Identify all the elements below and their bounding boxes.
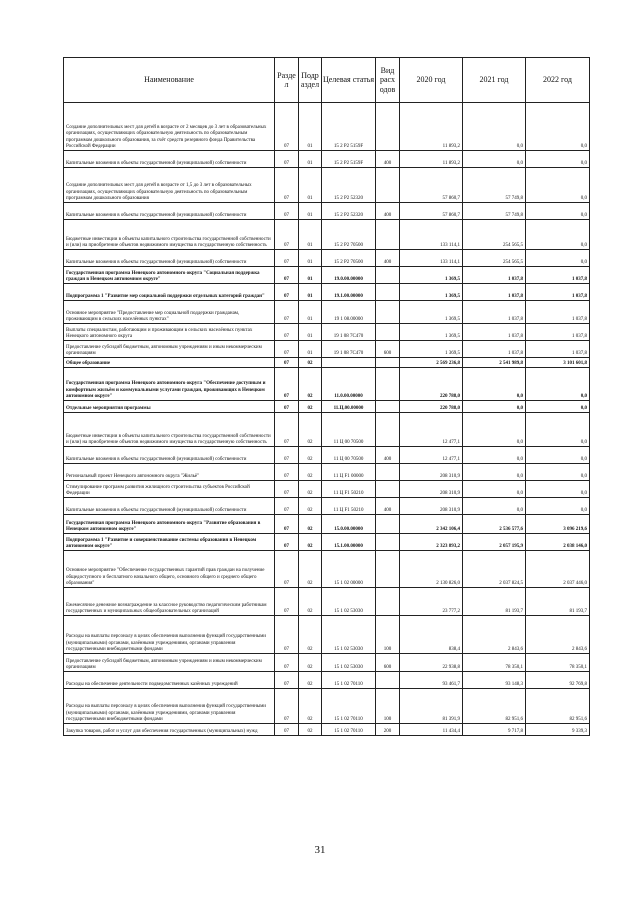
header-section: Разде л [275,58,299,103]
cell-vr [376,588,400,616]
cell-y2020: 57 860,7 [400,168,463,203]
cell-cs: 19 1 08 7С470 [322,341,376,358]
cell-y2021: 78 350,1 [463,654,526,672]
cell-name: Отдельные мероприятия программы [64,401,275,413]
cell-vr [376,368,400,401]
cell-rz: 07 [275,515,299,534]
cell-pr: 02 [299,498,322,515]
cell-vr [376,168,400,203]
cell-cs: 19.1.00.00000 [322,284,376,301]
cell-y2022: 82 951,6 [526,689,590,724]
cell-vr [376,284,400,301]
cell-name: Основное мероприятие "Предоставление мер социальной поддержки гражданам, проживающим в сельских населённых пунктах" [64,301,275,324]
cell-pr: 02 [299,447,322,464]
cell-cs: 15.0.00.00000 [322,515,376,534]
cell-y2020: 1 369,5 [400,301,463,324]
cell-pr: 02 [299,689,322,724]
cell-vr [376,401,400,413]
cell-name: Расходы на выплаты персоналу в целях обеспечения выполнения функций государственными (муниципальными) органами, казёнными учреждениями, органами управления государственными внебюджетными фондами [64,616,275,654]
cell-pr: 01 [299,103,322,151]
cell-pr: 02 [299,413,322,447]
cell-y2022: 78 350,1 [526,654,590,672]
table-row [64,654,590,672]
cell-vr: 400 [376,498,400,515]
cell-rz: 07 [275,284,299,301]
cell-rz: 07 [275,447,299,464]
cell-rz: 07 [275,481,299,498]
cell-y2021: 0,0 [463,481,526,498]
cell-rz: 07 [275,724,299,736]
cell-rz: 07 [275,534,299,551]
cell-y2020: 220 788,0 [400,401,463,413]
cell-y2020: 208 310,9 [400,464,463,481]
cell-cs: 11 Ц F1 00000 [322,464,376,481]
cell-vr [376,413,400,447]
cell-y2021: 93 148,3 [463,672,526,689]
cell-y2021: 1 037,8 [463,267,526,284]
cell-name: Ежемесячное денежное вознаграждение за классное руководство педагогическим работникам государственных и муниципальных общеобразовательных организаций [64,588,275,616]
cell-pr: 01 [299,267,322,284]
cell-rz: 07 [275,654,299,672]
cell-cs: 15 2 Р2 5159F [322,103,376,151]
cell-cs: 15 2 Р2 5159F [322,151,376,168]
cell-rz: 07 [275,301,299,324]
cell-cs: 11 Ц F1 50210 [322,481,376,498]
cell-rz: 07 [275,203,299,220]
cell-y2021: 1 037,8 [463,341,526,358]
cell-y2020: 81 391,9 [400,689,463,724]
cell-cs: 15 1 02 53030 [322,588,376,616]
table-row [64,534,590,551]
cell-vr [376,103,400,151]
cell-pr: 02 [299,724,322,736]
cell-vr: 400 [376,250,400,267]
cell-y2022: 0,0 [526,401,590,413]
header-2020: 2020 год [400,58,463,103]
cell-pr: 01 [299,284,322,301]
cell-vr [376,464,400,481]
cell-y2021: 2 057 195,9 [463,534,526,551]
cell-y2021: 0,0 [463,368,526,401]
cell-name: Бюджетные инвестиции в объекты капитального строительства государственной собственности и (или) на приобретение объектов недвижимого имущества в государственную собственность [64,220,275,250]
cell-cs: 11.Ц.00.00000 [322,401,376,413]
cell-rz: 07 [275,103,299,151]
table-row [64,447,590,464]
cell-name: Стимулирование программ развития жилищного строительства субъектов Российской Федерации [64,481,275,498]
cell-y2020: 57 860,7 [400,203,463,220]
cell-cs: 15 2 Р2 52320 [322,168,376,203]
cell-pr: 02 [299,588,322,616]
cell-pr: 02 [299,534,322,551]
cell-y2021: 1 037,8 [463,301,526,324]
cell-cs: 11 Ц F1 50210 [322,498,376,515]
cell-cs: 15 1 02 70110 [322,689,376,724]
cell-pr: 02 [299,358,322,368]
cell-rz: 07 [275,551,299,588]
cell-rz: 07 [275,250,299,267]
table-row [64,481,590,498]
cell-vr [376,324,400,341]
cell-rz: 07 [275,401,299,413]
cell-vr [376,534,400,551]
cell-y2021: 0,0 [463,401,526,413]
header-target-article: Целевая статья [322,58,376,103]
cell-name: Предоставление субсидий бюджетным, автономным учреждениям и иным некоммерческим организациям [64,341,275,358]
cell-y2020: 1 369,5 [400,267,463,284]
table-row [64,267,590,284]
cell-pr: 01 [299,151,322,168]
cell-cs: 15 1 02 70110 [322,672,376,689]
cell-cs: 15 2 Р2 70500 [322,220,376,250]
cell-name: Подпрограмма 1 "Развитие и совершенствование системы образования в Ненецком автономном округе" [64,534,275,551]
cell-name: Предоставление субсидий бюджетным, автономным учреждениям и иным некоммерческим организациям [64,654,275,672]
cell-name: Государственная программа Ненецкого автономного округа "Социальная поддержка граждан в Ненецком автономном округе" [64,267,275,284]
cell-name: Бюджетные инвестиции в объекты капитального строительства государственной собственности и (или) на приобретение объектов недвижимого имущества в государственную собственность [64,413,275,447]
cell-name: Государственная программа Ненецкого автономного округа "Развитие образования в Ненецком автономном округе" [64,515,275,534]
cell-y2022: 2 843,6 [526,616,590,654]
cell-rz: 07 [275,498,299,515]
cell-y2020: 208 310,9 [400,481,463,498]
table-row [64,724,590,736]
cell-y2022: 3 101 601,8 [526,358,590,368]
cell-rz: 07 [275,358,299,368]
cell-y2021: 1 037,8 [463,324,526,341]
cell-y2020: 11 893,2 [400,151,463,168]
cell-rz: 07 [275,672,299,689]
cell-vr [376,301,400,324]
cell-y2020: 208 310,9 [400,498,463,515]
cell-name: Расходы на выплаты персоналу в целях обеспечения выполнения функций государственными (муниципальными) органами, казёнными учреждениями, органами управления государственными внебюджетными фондами [64,689,275,724]
cell-pr: 02 [299,481,322,498]
cell-rz: 07 [275,324,299,341]
table-row [64,341,590,358]
cell-y2021: 82 951,6 [463,689,526,724]
cell-rz: 07 [275,220,299,250]
cell-cs: 19.0.00.00000 [322,267,376,284]
table-row [64,551,590,588]
cell-y2021: 1 037,8 [463,284,526,301]
cell-rz: 07 [275,341,299,358]
cell-rz: 07 [275,588,299,616]
cell-cs [322,358,376,368]
cell-vr: 600 [376,341,400,358]
cell-y2022: 0,0 [526,220,590,250]
table-row [64,203,590,220]
cell-vr: 600 [376,654,400,672]
cell-vr [376,220,400,250]
cell-name: Региональный проект Ненецкого автономного округа "Жильё" [64,464,275,481]
table-row [64,498,590,515]
cell-pr: 01 [299,220,322,250]
table-header-row [64,58,590,103]
cell-rz: 07 [275,267,299,284]
cell-cs: 15 1 02 53030 [322,616,376,654]
table-row [64,464,590,481]
cell-y2020: 1 369,5 [400,324,463,341]
cell-y2020: 133 114,1 [400,220,463,250]
cell-y2021: 57 749,8 [463,203,526,220]
cell-cs: 11 Ц 00 70500 [322,413,376,447]
cell-cs: 15.1.00.00000 [322,534,376,551]
cell-rz: 07 [275,151,299,168]
cell-y2020: 133 114,1 [400,250,463,267]
cell-y2021: 254 565,5 [463,220,526,250]
cell-y2020: 23 777,2 [400,588,463,616]
table-row [64,301,590,324]
cell-pr: 02 [299,401,322,413]
cell-pr: 01 [299,324,322,341]
cell-y2022: 2 037 446,0 [526,551,590,588]
cell-y2021: 0,0 [463,151,526,168]
cell-pr: 02 [299,672,322,689]
cell-pr: 02 [299,616,322,654]
cell-y2020: 838,4 [400,616,463,654]
cell-cs: 15 1 02 53030 [322,654,376,672]
cell-name: Подпрограмма 1 "Развитие мер социальной поддержки отдельных категорий граждан" [64,284,275,301]
cell-cs: 11.0.00.00000 [322,368,376,401]
table-row [64,368,590,401]
cell-y2020: 93 461,7 [400,672,463,689]
cell-y2022: 1 037,8 [526,341,590,358]
header-name: Наименование [64,58,275,103]
cell-pr: 01 [299,168,322,203]
cell-cs: 15 2 Р2 52320 [322,203,376,220]
table-row [64,413,590,447]
header-2022: 2022 год [526,58,590,103]
cell-pr: 02 [299,368,322,401]
cell-y2022: 1 037,8 [526,324,590,341]
cell-cs: 15 2 Р2 70500 [322,250,376,267]
cell-y2022: 0,0 [526,168,590,203]
cell-vr [376,267,400,284]
cell-name: Создание дополнительных мест для детей в возрасте от 2 месяцев до 3 лет в образовательных организациях, осуществляющих образовательную деятельность по образовательным программам дошкольного образования, за счёт средств резервного фонда Правительства Российской Федерации [64,103,275,151]
cell-name: Создание дополнительных мест для детей в возрасте от 1,5 до 3 лет в образовательных организациях, осуществляющих образовательную деятельность по образовательным программам дошкольного образования [64,168,275,203]
cell-y2020: 11 893,2 [400,103,463,151]
header-2021: 2021 год [463,58,526,103]
cell-name: Капитальные вложения в объекты государственной (муниципальной) собственности [64,151,275,168]
table-row [64,151,590,168]
cell-pr: 01 [299,203,322,220]
cell-y2021: 2 536 577,6 [463,515,526,534]
table-row [64,220,590,250]
cell-vr: 400 [376,447,400,464]
cell-pr: 01 [299,250,322,267]
cell-y2021: 9 717,8 [463,724,526,736]
page-number: 31 [314,844,326,856]
cell-vr: 100 [376,616,400,654]
cell-pr: 02 [299,464,322,481]
cell-y2021: 0,0 [463,413,526,447]
cell-y2021: 0,0 [463,464,526,481]
cell-name: Закупка товаров, работ и услуг для обеспечения государственных (муниципальных) нужд [64,724,275,736]
table-row [64,284,590,301]
cell-y2020: 220 788,0 [400,368,463,401]
cell-cs: 11 Ц 00 70500 [322,447,376,464]
budget-table [63,57,590,736]
cell-y2021: 2 037 824,5 [463,551,526,588]
cell-pr: 01 [299,301,322,324]
cell-name: Выплаты специалистам, работающим и проживающим в сельских населённых пунктах Ненецкого автономного округа [64,324,275,341]
cell-y2021: 254 565,5 [463,250,526,267]
header-expense-type: Вид расх одов [376,58,400,103]
cell-rz: 07 [275,689,299,724]
cell-y2021: 81 193,7 [463,588,526,616]
cell-pr: 02 [299,654,322,672]
table-row [64,250,590,267]
cell-vr [376,481,400,498]
cell-y2022: 0,0 [526,413,590,447]
table-row [64,324,590,341]
cell-y2021: 0,0 [463,498,526,515]
table-row [64,689,590,724]
cell-cs: 19 1 08.00000 [322,301,376,324]
cell-y2020: 2 342 106,4 [400,515,463,534]
cell-y2020: 1 369,5 [400,341,463,358]
cell-vr: 100 [376,689,400,724]
table-row [64,616,590,654]
cell-y2022: 92 769,8 [526,672,590,689]
cell-vr [376,551,400,588]
cell-name: Капитальные вложения в объекты государственной (муниципальной) собственности [64,447,275,464]
cell-vr [376,358,400,368]
cell-y2021: 0,0 [463,103,526,151]
cell-name: Основное мероприятие "Обеспечение государственных гарантий прав граждан на получение общедоступного и бесплатного начального общего, основного общего и среднего общего образования" [64,551,275,588]
cell-rz: 07 [275,616,299,654]
cell-y2022: 1 037,8 [526,284,590,301]
cell-y2022: 0,0 [526,203,590,220]
cell-vr: 200 [376,724,400,736]
table-row [64,168,590,203]
cell-pr: 01 [299,341,322,358]
cell-rz: 07 [275,464,299,481]
cell-y2020: 12 477,1 [400,447,463,464]
cell-vr [376,672,400,689]
table-body [64,103,590,736]
table-row [64,103,590,151]
cell-y2022: 0,0 [526,250,590,267]
cell-y2020: 11 434,4 [400,724,463,736]
cell-y2022: 81 193,7 [526,588,590,616]
cell-name: Капитальные вложения в объекты государственной (муниципальной) собственности [64,203,275,220]
cell-name: Капитальные вложения в объекты государственной (муниципальной) собственности [64,250,275,267]
cell-name: Расходы на обеспечение деятельности подведомственных казённых учреждений [64,672,275,689]
cell-y2020: 1 369,5 [400,284,463,301]
cell-y2022: 9 339,3 [526,724,590,736]
cell-y2022: 0,0 [526,498,590,515]
cell-name: Капитальные вложения в объекты государственной (муниципальной) собственности [64,498,275,515]
cell-cs: 15 1 02 00000 [322,551,376,588]
cell-y2020: 2 130 826,0 [400,551,463,588]
cell-y2020: 2 569 236,8 [400,358,463,368]
cell-name: Государственная программа Ненецкого автономного округа "Обеспечение доступным и комфортным жильём и коммунальными услугами граждан, проживающих в Ненецком автономном округе" [64,368,275,401]
cell-rz: 07 [275,413,299,447]
cell-cs: 19 1 08 7С470 [322,324,376,341]
cell-y2021: 0,0 [463,447,526,464]
cell-y2022: 0,0 [526,368,590,401]
cell-y2020: 2 323 893,2 [400,534,463,551]
cell-y2022: 1 037,8 [526,301,590,324]
cell-y2022: 0,0 [526,481,590,498]
cell-y2020: 12 477,1 [400,413,463,447]
cell-vr: 400 [376,203,400,220]
cell-rz: 07 [275,168,299,203]
cell-y2022: 0,0 [526,103,590,151]
cell-y2022: 3 096 219,6 [526,515,590,534]
table-row [64,515,590,534]
cell-y2020: 22 938,8 [400,654,463,672]
cell-y2021: 2 843,6 [463,616,526,654]
cell-pr: 02 [299,551,322,588]
table-row [64,401,590,413]
cell-vr [376,515,400,534]
cell-y2021: 57 749,8 [463,168,526,203]
cell-y2022: 1 037,8 [526,267,590,284]
table-row [64,358,590,368]
cell-vr: 400 [376,151,400,168]
cell-y2022: 0,0 [526,151,590,168]
cell-rz: 07 [275,368,299,401]
cell-y2022: 0,0 [526,464,590,481]
cell-pr: 02 [299,515,322,534]
table-row [64,672,590,689]
table-row [64,588,590,616]
header-subsection: Подр аздел [299,58,322,103]
cell-y2022: 0,0 [526,447,590,464]
cell-name: Общее образование [64,358,275,368]
cell-y2021: 2 541 989,8 [463,358,526,368]
cell-cs: 15 1 02 70110 [322,724,376,736]
cell-y2022: 2 038 146,0 [526,534,590,551]
